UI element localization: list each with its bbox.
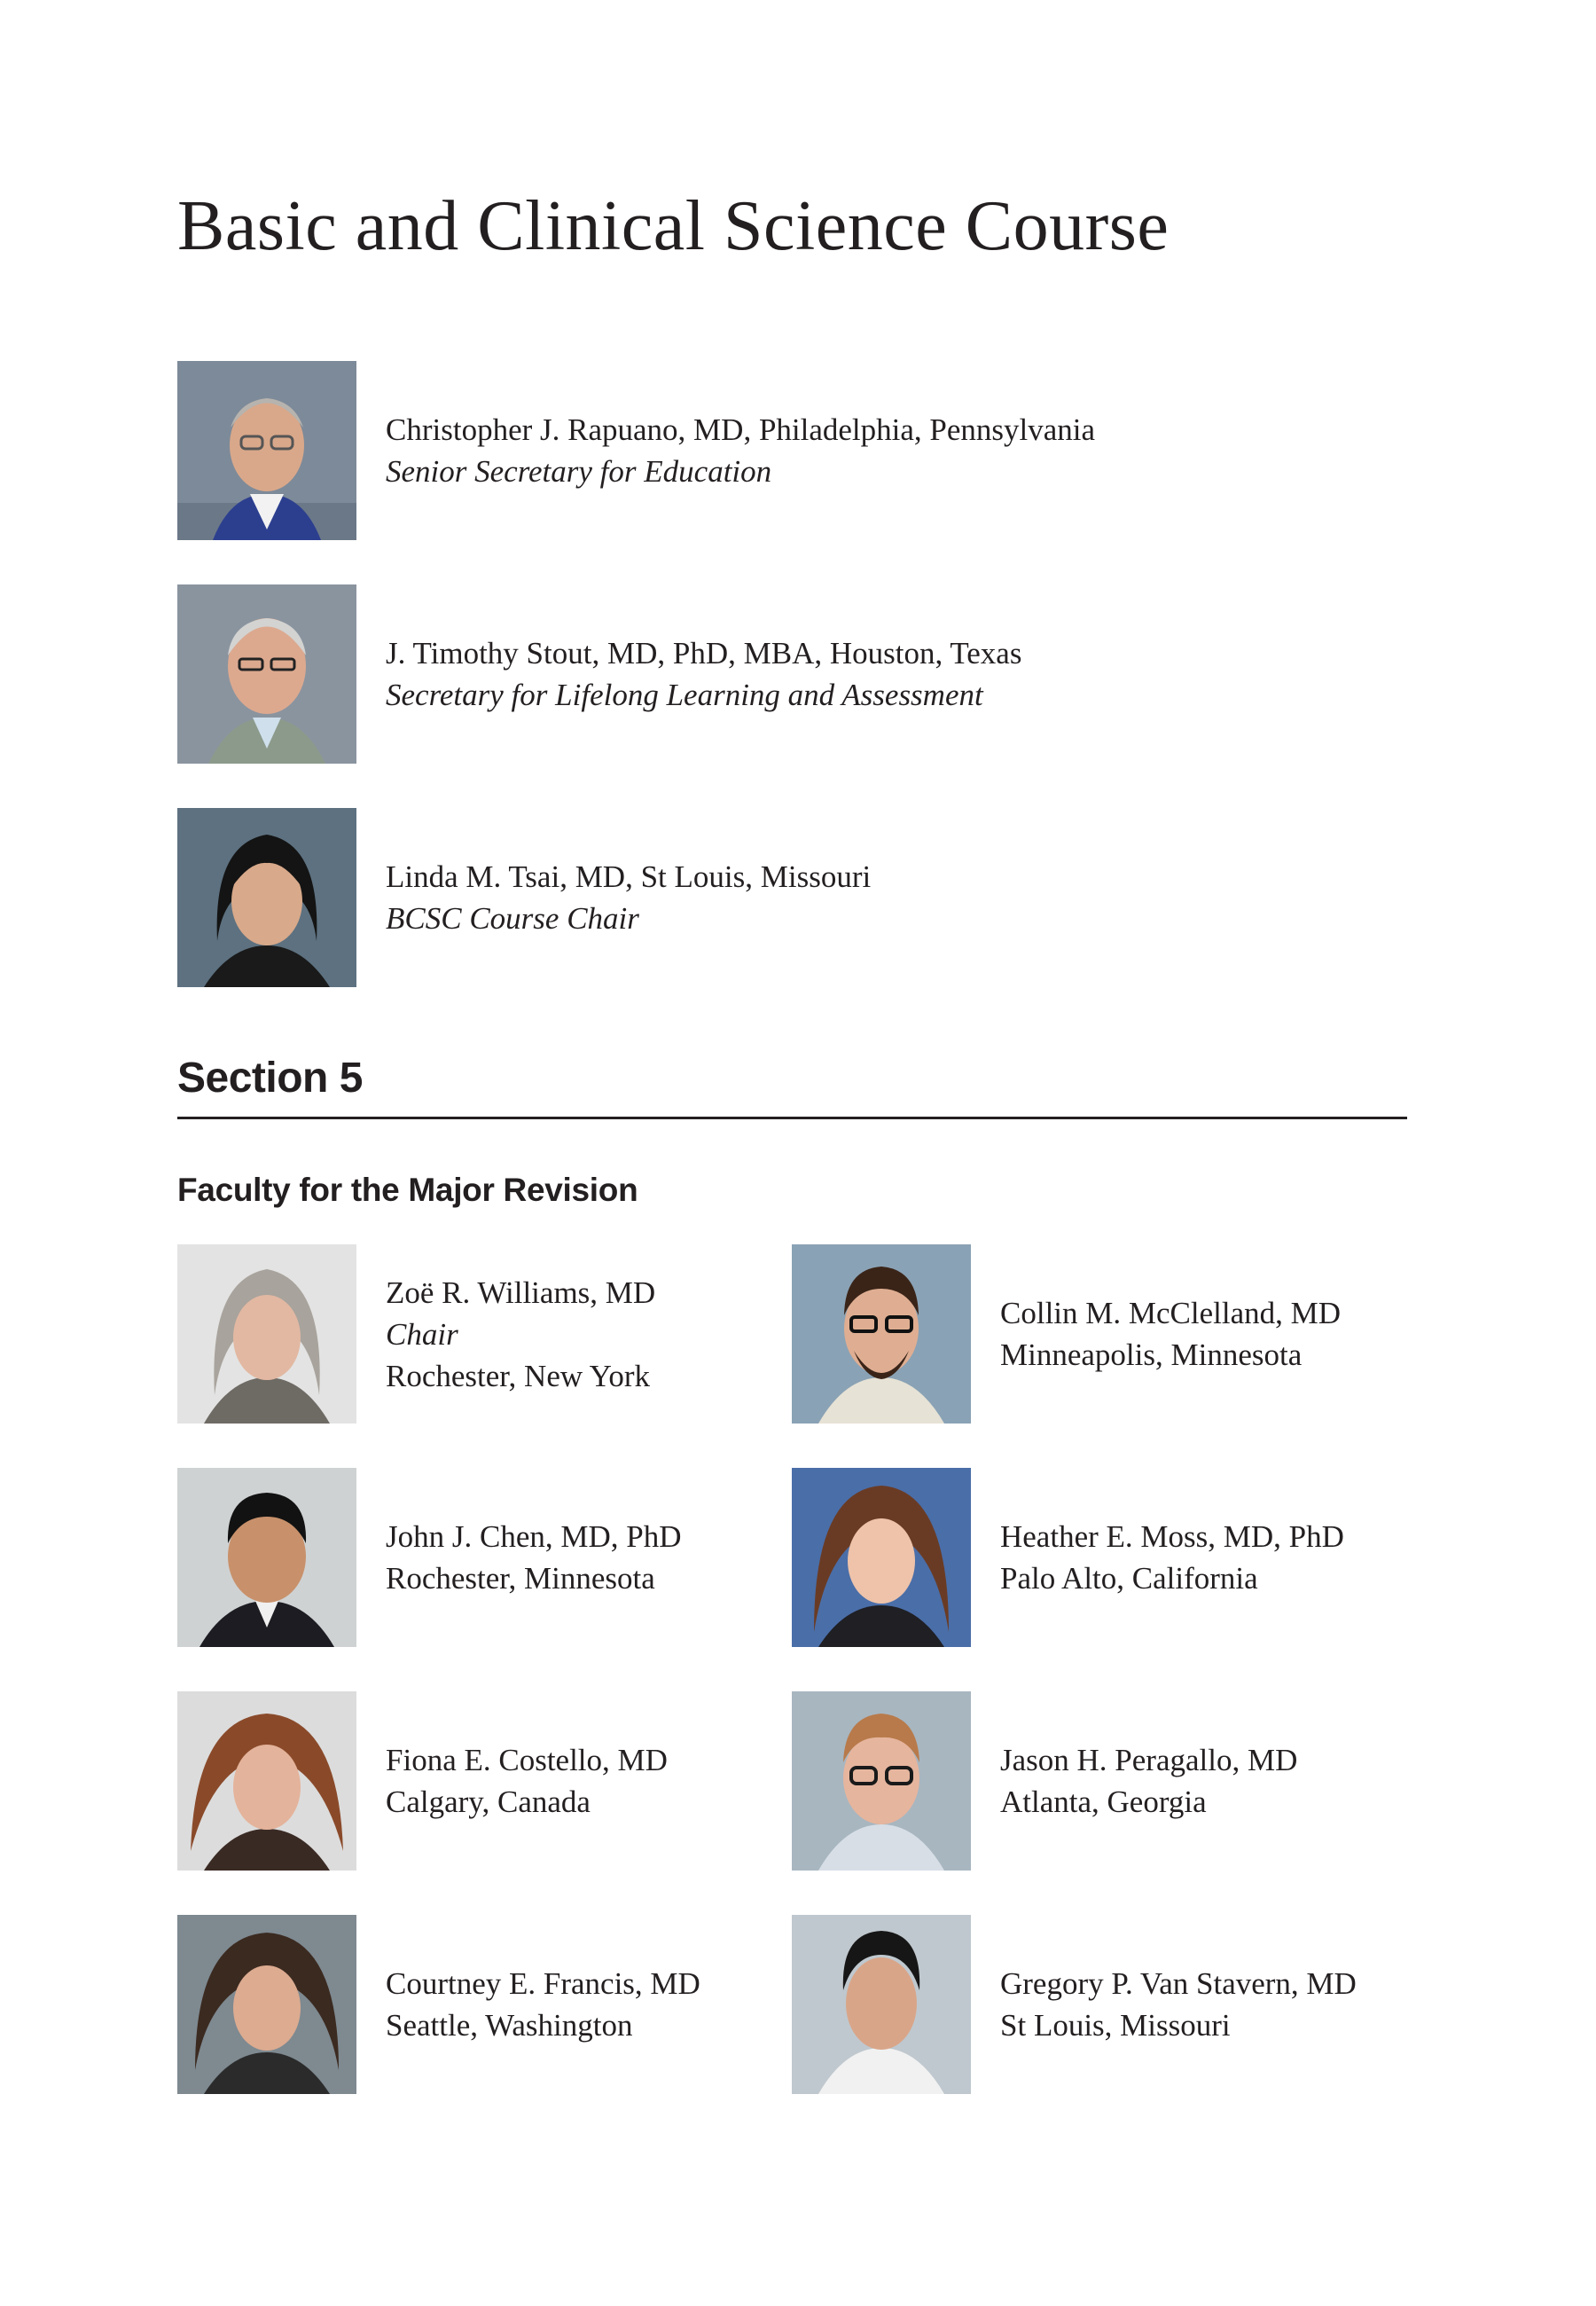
portrait-photo xyxy=(177,1915,356,2094)
portrait-photo xyxy=(792,1244,971,1424)
faculty-location: Rochester, New York xyxy=(386,1358,651,1393)
portrait-photo xyxy=(792,1691,971,1871)
faculty-entry xyxy=(792,1244,1341,1424)
section-divider xyxy=(177,1117,1407,1119)
faculty-name: John J. Chen, MD, PhD xyxy=(386,1519,682,1554)
leader-role: BCSC Course Chair xyxy=(386,901,639,936)
faculty-location: Calgary, Canada xyxy=(386,1784,591,1819)
portrait-photo xyxy=(792,1468,971,1647)
faculty-entry xyxy=(177,1244,655,1424)
portrait-photo xyxy=(177,1691,356,1871)
section-heading: Section 5 xyxy=(177,1055,363,1102)
leader-name: Linda M. Tsai, MD, St Louis, Missouri xyxy=(386,859,872,894)
portrait-photo xyxy=(177,1468,356,1647)
faculty-name: Collin M. McClelland, MD xyxy=(1000,1296,1342,1330)
faculty-location: Minneapolis, Minnesota xyxy=(1000,1337,1303,1372)
portrait-photo xyxy=(177,584,356,764)
faculty-entry xyxy=(792,1691,1297,1871)
portrait-photo xyxy=(177,808,356,987)
faculty-location: Atlanta, Georgia xyxy=(1000,1784,1207,1819)
leader-name: J. Timothy Stout, MD, PhD, MBA, Houston, Texas xyxy=(386,636,1022,671)
portrait-photo xyxy=(792,1915,971,2094)
leader-role: Senior Secretary for Education xyxy=(386,454,772,489)
leader-entry xyxy=(177,808,871,987)
faculty-name: Jason H. Peragallo, MD xyxy=(1000,1743,1298,1777)
faculty-name: Fiona E. Costello, MD xyxy=(386,1743,668,1777)
faculty-name: Zoë R. Williams, MD xyxy=(386,1275,656,1310)
faculty-location: St Louis, Missouri xyxy=(1000,2008,1231,2043)
faculty-entry xyxy=(177,1691,668,1871)
page-title: Basic and Clinical Science Course xyxy=(177,187,1170,265)
leader-entry xyxy=(177,584,1021,764)
faculty-name: Heather E. Moss, MD, PhD xyxy=(1000,1519,1344,1554)
faculty-entry xyxy=(792,1468,1344,1647)
leader-entry xyxy=(177,361,1095,540)
faculty-name: Gregory P. Van Stavern, MD xyxy=(1000,1966,1357,2001)
faculty-entry xyxy=(177,1915,700,2094)
faculty-role: Chair xyxy=(386,1316,458,1352)
faculty-entry xyxy=(177,1468,682,1647)
leader-name: Christopher J. Rapuano, MD, Philadelphia, Pennsylvania xyxy=(386,412,1096,447)
portrait-photo xyxy=(177,361,356,540)
faculty-location: Seattle, Washington xyxy=(386,2008,633,2043)
faculty-entry xyxy=(792,1915,1357,2094)
faculty-subheading: Faculty for the Major Revision xyxy=(177,1172,638,1208)
leader-role: Secretary for Lifelong Learning and Assessment xyxy=(386,678,983,712)
faculty-location: Rochester, Minnesota xyxy=(386,1561,655,1596)
faculty-name: Courtney E. Francis, MD xyxy=(386,1966,700,2001)
portrait-photo xyxy=(177,1244,356,1424)
faculty-location: Palo Alto, California xyxy=(1000,1561,1258,1596)
